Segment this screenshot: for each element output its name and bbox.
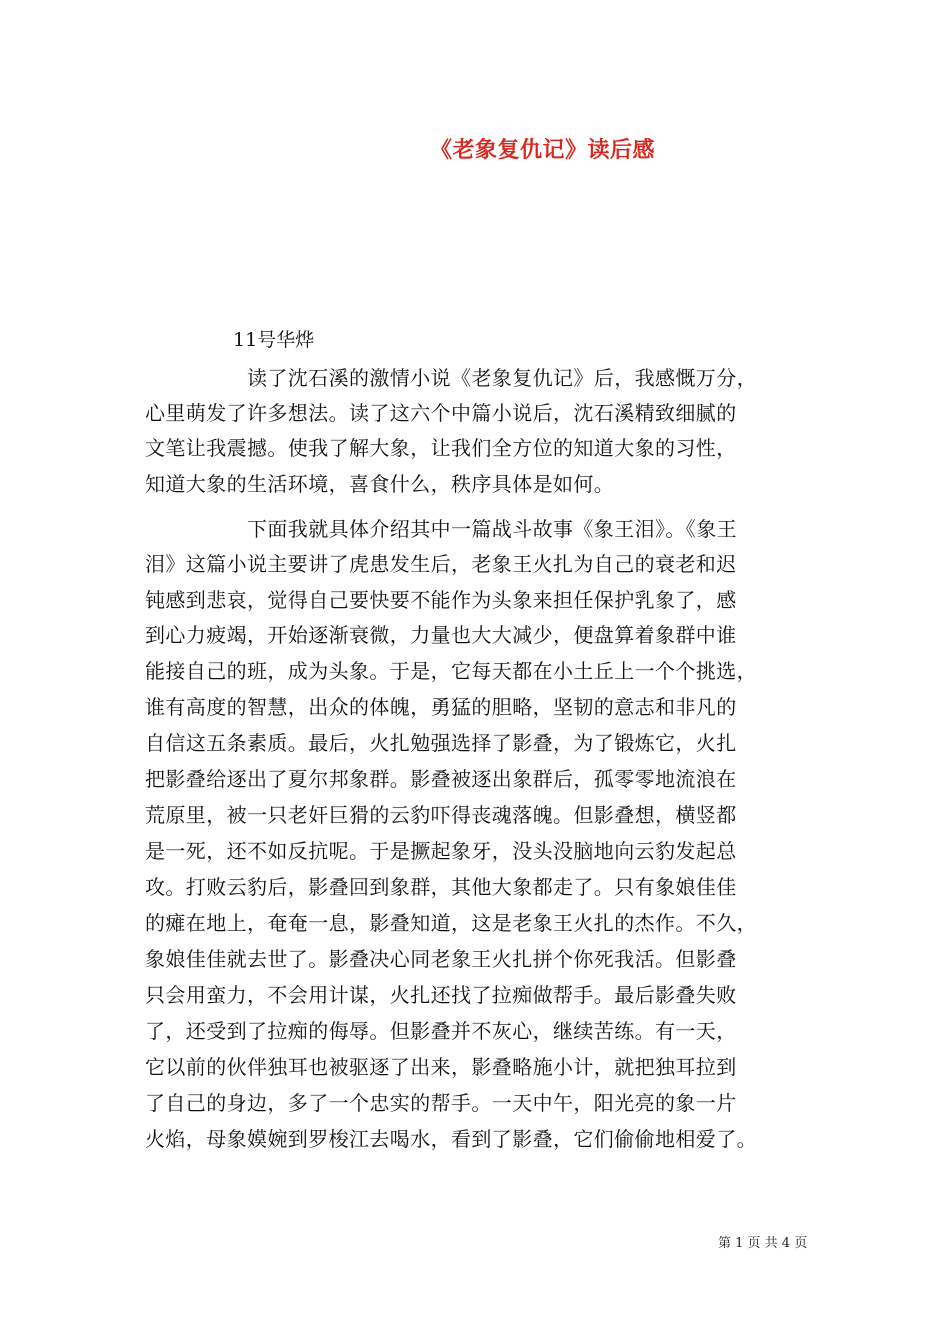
- body-line: 自信这五条素质。最后，火扎勉强选择了影叠，为了锻炼它，火扎: [145, 731, 737, 755]
- body-line: 下面我就具体介绍其中一篇战斗故事《象王泪》。《象王: [247, 517, 737, 541]
- body-line: 攻。打败云豹后，影叠回到象群，其他大象都走了。只有象娘佳佳: [145, 875, 737, 899]
- body-line: 了，还受到了拉痴的侮辱。但影叠并不灰心，继续苦练。有一天，: [145, 1019, 737, 1043]
- body-line: 泪》这篇小说主要讲了虎患发生后，老象王火扎为自己的衰老和迟: [145, 552, 737, 576]
- body-line: 钝感到悲哀，觉得自己要快要不能作为头象来担任保护乳象了，感: [145, 588, 737, 612]
- document-title: 《老象复仇记》读后感: [430, 137, 656, 163]
- body-line: 是一死，还不如反抗呢。于是撅起象牙，没头没脑地向云豹发起总: [145, 839, 737, 863]
- body-line: 能接自己的班，成为头象。于是，它每天都在小土丘上一个个挑选，: [145, 659, 757, 683]
- body-line: 心里萌发了许多想法。读了这六个中篇小说后，沈石溪精致细腻的: [145, 401, 737, 425]
- body-line: 只会用蛮力，不会用计谋，火扎还找了拉痴做帮手。最后影叠失败: [145, 983, 737, 1007]
- body-line: 到心力疲竭，开始逐渐衰微，力量也大大减少，便盘算着象群中谁: [145, 623, 737, 647]
- body-line: 的瘫在地上，奄奄一息，影叠知道，这是老象王火扎的杰作。不久，: [145, 911, 757, 935]
- body-line: 读了沈石溪的激情小说《老象复仇记》后，我感慨万分，: [247, 366, 757, 390]
- body-line: 了自己的身边，多了一个忠实的帮手。一天中午，阳光亮的象一片: [145, 1091, 737, 1115]
- body-line: 谁有高度的智慧，出众的体魄，勇猛的胆略，坚韧的意志和非凡的: [145, 695, 737, 719]
- body-line: 它以前的伙伴独耳也被驱逐了出来，影叠略施小计，就把独耳拉到: [145, 1055, 737, 1079]
- page-number-footer: 第 1 页 共 4 页: [718, 1236, 808, 1251]
- body-line: 象娘佳佳就去世了。影叠决心同老象王火扎拼个你死我活。但影叠: [145, 947, 737, 971]
- body-line: 荒原里，被一只老奸巨猾的云豹吓得丧魂落魄。但影叠想，横竖都: [145, 803, 737, 827]
- body-line: 把影叠给逐出了夏尔邦象群。影叠被逐出象群后，孤零零地流浪在: [145, 767, 737, 791]
- body-line: 火焰，母象嫫婉到罗梭江去喝水，看到了影叠，它们偷偷地相爱了。: [145, 1127, 757, 1151]
- author-byline: 11号华烨: [233, 329, 315, 351]
- body-line: 知道大象的生活环境，喜食什么，秩序具体是如何。: [145, 472, 615, 496]
- body-line: 文笔让我震撼。使我了解大象，让我们全方位的知道大象的习性，: [145, 436, 737, 460]
